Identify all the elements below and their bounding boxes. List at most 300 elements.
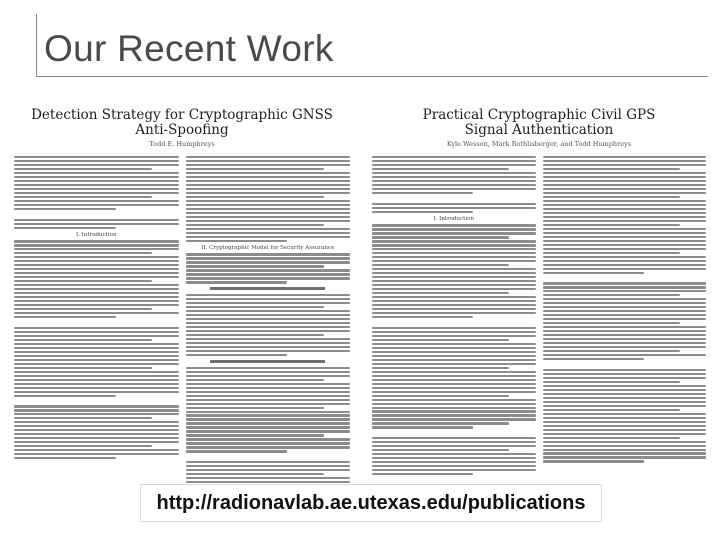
paper-text-line [186, 330, 351, 332]
paper-text-line [543, 244, 707, 246]
paper-text-line [543, 429, 707, 431]
paper-section-heading: I. Introduction [433, 215, 474, 222]
paper-text-line [543, 314, 707, 316]
paper-text-line [186, 450, 288, 452]
paper-text-line [372, 300, 536, 302]
paper-text-line [543, 393, 707, 395]
paper-text-line [543, 176, 707, 178]
paper-text-line [186, 426, 351, 428]
paper-text-line [543, 389, 707, 391]
paper-text-line [186, 338, 351, 340]
paper-text-line [186, 306, 324, 308]
paper-text-line [186, 422, 351, 424]
paper-text-line [543, 417, 707, 419]
paper-text-line [543, 381, 680, 383]
paper-text-line [186, 228, 351, 230]
paper-text-line [372, 359, 536, 361]
paper-text-line [543, 350, 680, 352]
paper-text-line [186, 302, 351, 304]
paper-text-line [372, 256, 536, 258]
paper-text-line [14, 421, 179, 423]
paper-text-line [14, 387, 179, 389]
paper-text-line [14, 248, 179, 250]
paper-text-line [14, 268, 179, 270]
paper-text-line [14, 457, 116, 459]
paper-text-line [372, 457, 536, 459]
paper-text-line [14, 260, 179, 262]
paper-text-line [186, 403, 351, 405]
paper-text-line [14, 200, 179, 202]
paper-text-line [186, 277, 351, 279]
paper-thumbnail-detection-strategy [6, 96, 358, 516]
paper-text-line [372, 371, 536, 373]
paper-text-line [14, 391, 179, 393]
publications-url-banner[interactable]: http://radionavlab.ae.utexas.edu/publications [140, 484, 602, 522]
paper-text-line [14, 160, 179, 162]
paper-text-line [186, 334, 324, 336]
paper-title [364, 108, 714, 138]
paper-text-line [543, 200, 707, 202]
paper-text-line [543, 322, 680, 324]
paper-text-line [14, 449, 179, 451]
paper-text-line [372, 207, 536, 209]
paper-text-line [372, 351, 536, 353]
paper-text-line [14, 405, 179, 407]
paper-text-line [543, 460, 644, 462]
paper-text-line [14, 184, 179, 186]
paper-text-line [186, 232, 351, 234]
slide-title: Our Recent Work [44, 28, 334, 69]
paper-text-line [186, 379, 324, 381]
paper-text-line [186, 164, 351, 166]
paper-column-right [186, 156, 351, 507]
paper-text-line [186, 184, 351, 186]
paper-text-line [372, 469, 536, 471]
paper-text-line [14, 417, 152, 419]
paper-title-line-2: Signal Authentication [464, 122, 614, 138]
paper-title-line-1: Detection Strategy for Cryptographic GNSS [31, 107, 333, 123]
paper-text-line [372, 268, 536, 270]
paper-text-line [186, 387, 351, 389]
paper-text-line [372, 260, 536, 262]
paper-text-line [186, 200, 351, 202]
paper-author: Kyle Wesson, Mark Rothlisberger, and Todd Humphreys [446, 140, 632, 148]
paper-text-line [543, 342, 707, 344]
paper-text-line [372, 327, 536, 329]
paper-text-line [186, 273, 351, 275]
paper-text-line [14, 351, 179, 353]
paper-text-line [543, 401, 707, 403]
paper-section-heading: I. Introduction [75, 231, 117, 238]
paper-text-line [372, 172, 536, 174]
paper-text-line [372, 248, 536, 250]
paper-text-line [372, 184, 536, 186]
paper-text-line [186, 208, 351, 210]
paper-text-line [543, 268, 707, 270]
paper-text-line [372, 252, 536, 254]
paper-text-line [186, 477, 351, 479]
paper-text-line [14, 272, 179, 274]
paper-text-line [14, 300, 179, 302]
paper-text-line [186, 438, 351, 440]
paper-text-line [14, 429, 179, 431]
paper-text-line [14, 437, 179, 439]
paper-text-line [372, 418, 536, 420]
paper-text-line [186, 240, 288, 242]
paper-text-line [372, 308, 536, 310]
paper-text-line [186, 481, 351, 483]
paper-text-line [543, 306, 707, 308]
paper-text-line [186, 257, 351, 259]
paper-text-line [372, 284, 536, 286]
paper-text-line [372, 363, 536, 365]
paper-text-line [372, 232, 536, 234]
paper-text-line [14, 343, 179, 345]
paper-text-line [14, 355, 179, 357]
paper-text-line [543, 260, 707, 262]
paper-text-line [372, 355, 536, 357]
paper-text-line [543, 172, 707, 174]
paper-text-line [14, 204, 179, 206]
paper-text-line [543, 373, 707, 375]
paper-text-line [543, 180, 707, 182]
paper-text-line [543, 445, 707, 447]
paper-text-line [543, 413, 707, 415]
paper-text-line [372, 224, 536, 226]
paper-text-line [372, 343, 536, 345]
paper-text-line [372, 331, 536, 333]
paper-text-line [372, 203, 536, 205]
paper-column-left [372, 156, 536, 475]
paper-text-line [372, 156, 536, 158]
paper-text-line [372, 228, 536, 230]
paper-text-line [186, 326, 351, 328]
paper-text-line [543, 452, 707, 454]
paper-text-line [543, 338, 707, 340]
paper-text-line [543, 354, 707, 356]
paper-text-line [14, 240, 179, 242]
paper-text-line [372, 453, 536, 455]
paper-text-line [372, 422, 509, 424]
paper-text-line [186, 298, 351, 300]
paper-text-line [14, 264, 179, 266]
paper-text-line [186, 346, 351, 348]
paper-text-line [14, 347, 179, 349]
paper-text-line [543, 294, 680, 296]
paper-author: Todd E. Humphreys [149, 140, 215, 148]
paper-text-line [372, 410, 536, 412]
paper-text-line [372, 304, 536, 306]
paper-text-line [14, 379, 179, 381]
paper-text-line [14, 331, 179, 333]
paper-text-line [543, 228, 707, 230]
paper-text-line [14, 375, 179, 377]
paper-text-line [186, 418, 351, 420]
paper-text-line [186, 395, 351, 397]
paper-equation [210, 360, 325, 363]
paper-text-line [543, 298, 707, 300]
paper-text-line [543, 409, 680, 411]
paper-text-line [543, 282, 707, 284]
paper-text-line [372, 244, 536, 246]
paper-text-line [186, 411, 351, 413]
paper-text-line [372, 160, 536, 162]
paper-text-line [543, 437, 680, 439]
paper-text-line [14, 304, 179, 306]
paper-text-line [14, 409, 179, 411]
paper-text-line [186, 160, 351, 162]
paper-text-line [186, 180, 351, 182]
paper-text-line [186, 168, 324, 170]
paper-text-line [14, 244, 179, 246]
paper-text-line [543, 224, 680, 226]
paper-text-line [543, 449, 707, 451]
paper-text-line [543, 184, 707, 186]
paper-text-line [543, 156, 707, 158]
paper-text-line [372, 387, 536, 389]
paper-text-line [543, 236, 707, 238]
paper-text-line [543, 204, 707, 206]
paper-text-line [372, 280, 536, 282]
paper-text-line [14, 296, 179, 298]
paper-text-line [14, 445, 152, 447]
paper-text-line [543, 330, 707, 332]
paper-text-line [186, 461, 351, 463]
paper-title-line-2: Anti-Spoofing [135, 122, 229, 138]
paper-text-line [543, 456, 707, 458]
paper-text-line [186, 391, 351, 393]
paper-text-line [14, 288, 179, 290]
paper-text-line [186, 407, 324, 409]
paper-text-line [543, 264, 707, 266]
paper-text-line [372, 461, 536, 463]
paper-text-line [186, 281, 288, 283]
paper-text-line [14, 441, 179, 443]
paper-text-line [186, 322, 351, 324]
paper-text-line [14, 180, 179, 182]
paper-text-line [543, 232, 707, 234]
paper-column-right [543, 156, 707, 475]
paper-text-line [372, 288, 536, 290]
paper-text-line [372, 164, 536, 166]
paper-text-line [14, 367, 152, 369]
paper-text-line [14, 176, 179, 178]
paper-title-line-1: Practical Cryptographic Civil GPS [422, 107, 656, 123]
paper-text-line [14, 359, 179, 361]
paper-text-line [372, 176, 536, 178]
paper-text-line [543, 302, 707, 304]
paper-text-line [372, 272, 536, 274]
paper-text-line [372, 426, 473, 428]
paper-text-line [372, 335, 536, 337]
paper-text-line [14, 339, 152, 341]
paper-text-line [186, 212, 351, 214]
paper-text-line [186, 371, 351, 373]
paper-text-line [186, 473, 324, 475]
paper-text-line [372, 375, 536, 377]
paper-text-line [186, 314, 351, 316]
paper-text-line [543, 369, 707, 371]
paper-text-line [14, 256, 179, 258]
paper-text-line [14, 335, 179, 337]
paper-text-line [186, 253, 351, 255]
paper-text-line [372, 316, 473, 318]
paper-text-line [543, 318, 707, 320]
paper-text-line [186, 342, 351, 344]
paper-text-line [14, 208, 116, 210]
paper-text-line [372, 276, 536, 278]
paper-text-line [14, 227, 116, 229]
paper-text-line [14, 312, 179, 314]
paper-text-line [543, 252, 680, 254]
paper-text-line [14, 280, 152, 282]
paper-text-line [14, 156, 179, 158]
paper-text-line [372, 180, 536, 182]
paper-text-line [372, 445, 536, 447]
paper-text-line [186, 350, 351, 352]
paper-text-line [543, 346, 707, 348]
paper-text-line [14, 188, 179, 190]
paper-text-line [186, 310, 351, 312]
paper-equation [210, 287, 325, 290]
paper-section-heading: II. Cryptographic Model for Security Assurance [201, 244, 335, 251]
paper-text-line [14, 196, 152, 198]
paper-text-line [14, 453, 179, 455]
paper-text-line [543, 310, 707, 312]
paper-text-line [186, 261, 351, 263]
paper-text-line [543, 433, 707, 435]
paper-text-line [186, 442, 351, 444]
paper-text-line [543, 421, 707, 423]
paper-text-line [186, 204, 351, 206]
paper-text-line [372, 347, 536, 349]
paper-text-line [186, 367, 351, 369]
paper-text-line [372, 236, 509, 238]
title-accent-line [36, 14, 37, 76]
paper-text-line [543, 248, 707, 250]
paper-text-line [543, 240, 707, 242]
paper-text-line [14, 425, 179, 427]
paper-text-line [543, 441, 707, 443]
paper-text-line [14, 308, 152, 310]
paper-text-line [372, 414, 536, 416]
paper-text-line [543, 216, 707, 218]
paper-text-line [186, 269, 351, 271]
paper-text-line [14, 223, 179, 225]
paper-text-line [186, 399, 351, 401]
paper-text-line [186, 192, 351, 194]
paper-text-line [14, 371, 179, 373]
paper-text-line [372, 192, 473, 194]
paper-text-line [372, 403, 536, 405]
paper-text-line [372, 383, 536, 385]
paper-text-line [372, 339, 509, 341]
paper-text-line [543, 164, 707, 166]
paper-text-line [372, 240, 536, 242]
paper-text-line [14, 164, 179, 166]
paper-text-line [543, 208, 707, 210]
paper-text-line [372, 465, 536, 467]
paper-text-line [14, 284, 179, 286]
paper-thumbnail-practical-crypto-gps [364, 96, 714, 516]
paper-text-line [543, 188, 707, 190]
paper-text-line [186, 414, 351, 416]
paper-text-line [14, 172, 179, 174]
paper-text-line [14, 383, 179, 385]
paper-text-line [372, 292, 509, 294]
paper-text-line [14, 413, 179, 415]
paper-text-line [543, 168, 680, 170]
paper-text-line [372, 473, 473, 475]
paper-text-line [186, 156, 351, 158]
paper-text-line [186, 383, 351, 385]
paper-text-line [543, 326, 707, 328]
paper-text-line [372, 211, 473, 213]
paper-text-line [543, 286, 707, 288]
paper-body [6, 148, 358, 507]
paper-text-line [543, 397, 707, 399]
paper-text-line [14, 363, 179, 365]
paper-text-line [543, 425, 707, 427]
paper-text-line [372, 399, 536, 401]
paper-text-line [372, 437, 536, 439]
paper-text-line [372, 367, 509, 369]
paper-text-line [186, 196, 324, 198]
paper-text-line [186, 354, 288, 356]
paper-text-line [543, 160, 707, 162]
paper-text-line [543, 192, 707, 194]
title-underline [36, 76, 708, 77]
paper-text-line [372, 391, 536, 393]
paper-text-line [186, 224, 324, 226]
paper-text-line [186, 446, 351, 448]
paper-text-line [14, 316, 116, 318]
paper-text-line [372, 296, 536, 298]
paper-text-line [14, 276, 179, 278]
paper-text-line [14, 327, 179, 329]
paper-text-line [372, 264, 509, 266]
paper-title [6, 108, 358, 138]
paper-text-line [186, 236, 351, 238]
paper-text-line [14, 433, 179, 435]
paper-text-line [186, 265, 324, 267]
paper-text-line [543, 220, 707, 222]
paper-text-line [372, 188, 536, 190]
paper-text-line [543, 290, 707, 292]
paper-text-line [186, 375, 351, 377]
paper-text-line [543, 272, 644, 274]
paper-text-line [186, 188, 351, 190]
paper-text-line [14, 168, 152, 170]
paper-text-line [186, 465, 351, 467]
paper-text-line [543, 334, 707, 336]
paper-text-line [186, 220, 351, 222]
paper-text-line [14, 219, 179, 221]
paper-text-line [14, 292, 179, 294]
paper-text-line [186, 318, 351, 320]
paper-text-line [543, 256, 707, 258]
paper-text-line [372, 168, 509, 170]
paper-text-line [186, 216, 351, 218]
paper-text-line [543, 196, 680, 198]
paper-text-line [372, 379, 536, 381]
paper-text-line [543, 385, 707, 387]
paper-text-line [372, 407, 536, 409]
paper-body [364, 148, 714, 475]
paper-text-line [186, 172, 351, 174]
paper-text-line [14, 192, 179, 194]
paper-text-line [14, 252, 152, 254]
